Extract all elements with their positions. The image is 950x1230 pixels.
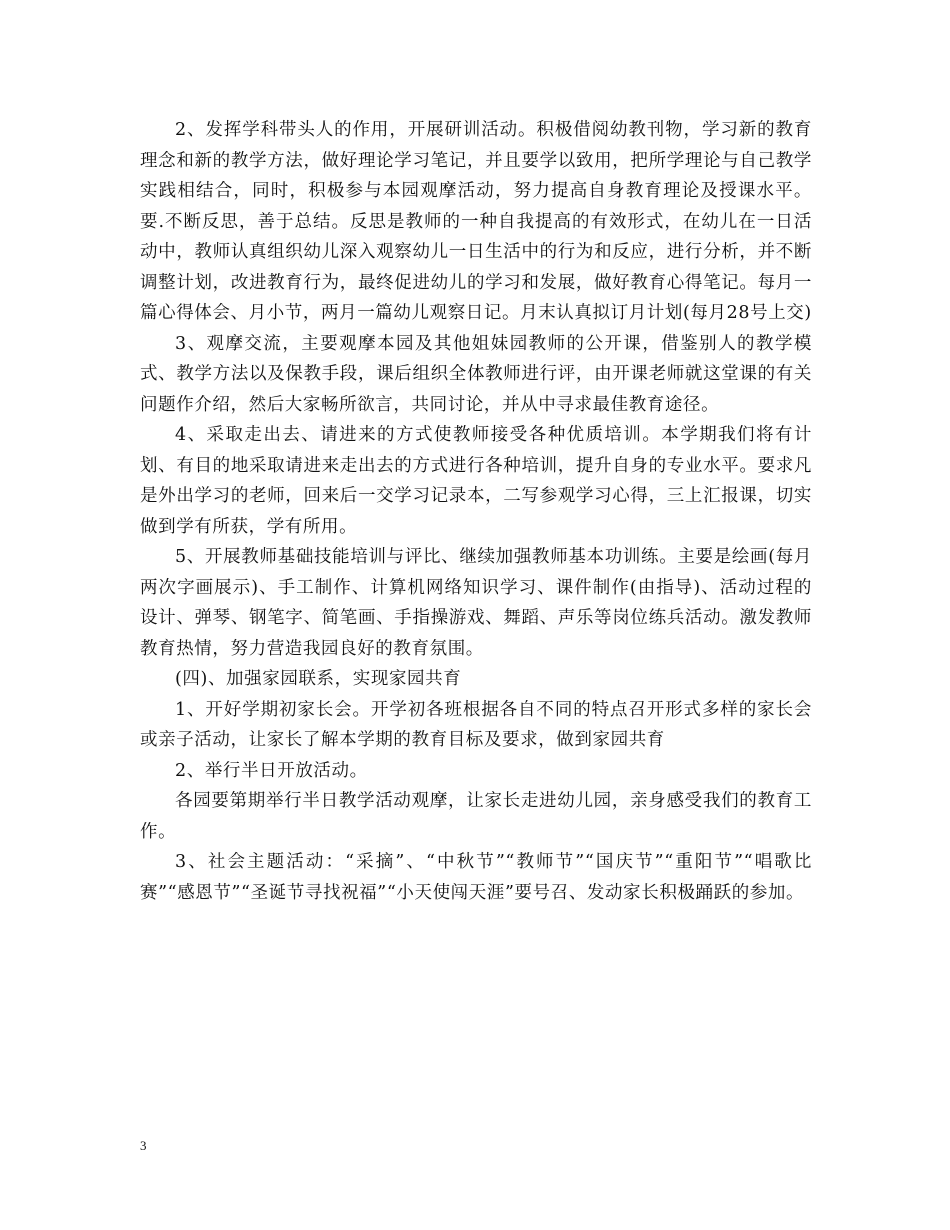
paragraph-open-day: 2、举行半日开放活动。	[175, 760, 368, 781]
paragraph-external-training: 4、采取走出去、请进来的方式使教师接受各种优质培训。本学期我们将有计划、有目的地采取请进来走出去的方式进行各种培训，提升自身的专业水平。要求凡是外出学习的老师，回来后一交学习记录本，二写参观学习心得，三上汇报课，切实做到学有所获，学有所用。	[140, 425, 812, 537]
section-heading-home-school-cooperation: (四)、加强家园联系，实现家园共育	[175, 669, 462, 689]
paragraph-social-theme-activities: 3、社会主题活动：“采摘”、“中秋节”“教师节”“国庆节”“重阳节”“唱歌比赛”“感恩节”“圣诞节寻找祝福”“小天使闯天涯”要号召、发动家长积极踊跃的参加。	[140, 852, 812, 903]
paragraph-open-day-details: 各园要第期举行半日教学活动观摩，让家长走进幼儿园，亲身感受我们的教育工作。	[140, 791, 812, 842]
page-number: 3	[140, 1138, 147, 1153]
paragraph-teacher-leader-research: 2、发挥学科带头人的作用，开展研训活动。积极借阅幼教刊物，学习新的教育理念和新的教学方法，做好理论学习笔记，并且要学以致用，把所学理论与自己教学实践相结合，同时，积极参与本园观摩活动，努力提高自身教育理论及授课水平。要.不断反思，善于总结。反思是教师的一种自我提高的有效形式，在幼儿在一日活动中，教师认真组织幼儿深入观察幼儿一日生活中的行为和反应，进行分析，并不断调整计划，改进教育行为，最终促进幼儿的学习和发展，做好教育心得笔记。每月一篇心得体会、月小节，两月一篇幼儿观察日记。月末认真拟订月计划(每月28号上交)	[140, 120, 812, 323]
paragraph-observation-exchange: 3、观摩交流，主要观摩本园及其他姐妹园教师的公开课，借鉴别人的教学模式、教学方法以及保教手段，课后组织全体教师进行评，由开课老师就这堂课的有关问题作介绍，然后大家畅所欲言，共同讨论，并从中寻求最佳教育途径。	[140, 333, 812, 415]
document-body	[140, 115, 812, 908]
paragraph-basic-skills-training: 5、开展教师基础技能培训与评比、继续加强教师基本功训练。主要是绘画(每月两次字画展示)、手工制作、计算机网络知识学习、课件制作(由指导)、活动过程的设计、弹琴、钢笔字、简笔画、手指操游戏、舞蹈、声乐等岗位练兵活动。激发教师教育热情，努力营造我园良好的教育氛围。	[140, 547, 812, 659]
paragraph-parent-meeting: 1、开好学期初家长会。开学初各班根据各自不同的特点召开形式多样的家长会或亲子活动，让家长了解本学期的教育目标及要求，做到家园共育	[140, 699, 812, 750]
